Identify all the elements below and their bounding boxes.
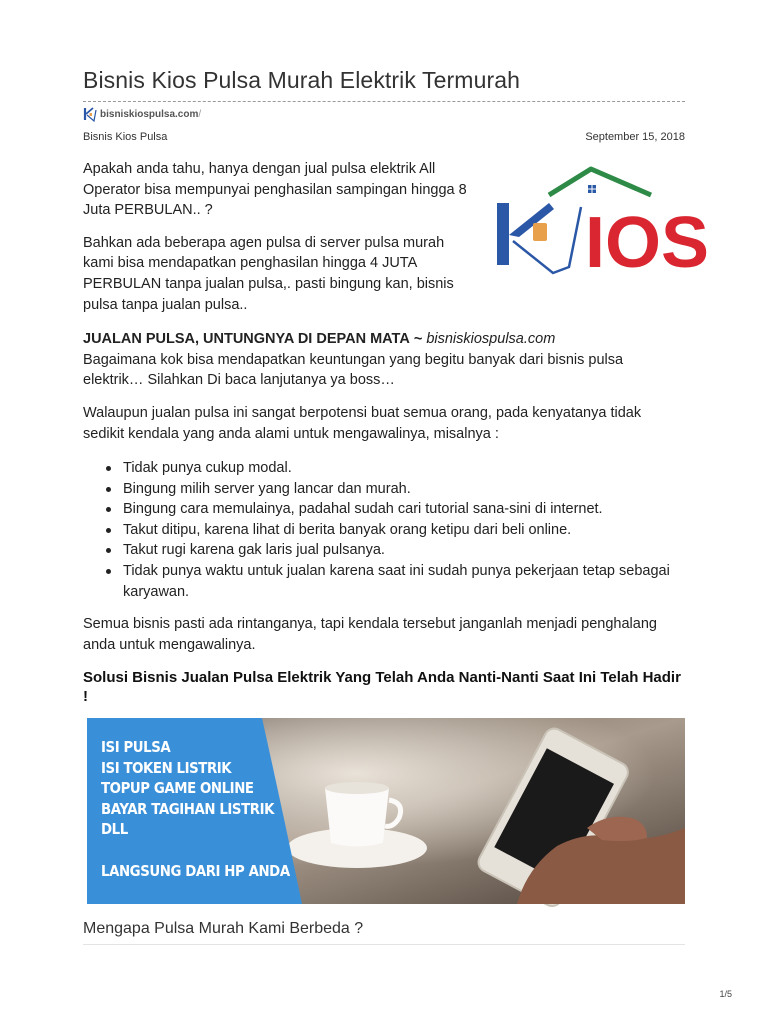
highlight-body: Bagaimana kok bisa mendapatkan keuntungan yang begitu banyak dari bisnis pulsa elektrik… Silahkan Di baca lanjutanya ya boss… [83, 351, 624, 389]
list-item: Bingung cara memulainya, padahal sudah cari tutorial sana-sini di internet. [83, 499, 685, 520]
highlight-site[interactable]: bisniskiospulsa.com [426, 331, 556, 347]
list-item: Tidak punya cukup modal. [83, 458, 685, 479]
list-item: Takut rugi karena gak laris jual pulsanya. [83, 540, 685, 561]
banner-services: ISI PULSA ISI TOKEN LISTRIK TOPUP GAME ONLINE BAYAR TAGIHAN LISTRIK DLL [101, 738, 275, 838]
solution-subheading: Solusi Bisnis Jualan Pulsa Elektrik Yang Telah Anda Nanti-Nanti Saat Ini Telah Hadir ! [83, 669, 681, 705]
post-category[interactable]: Bisnis Kios Pulsa [83, 131, 168, 143]
banner-tagline: LANGSUNG DARI HP ANDA [101, 862, 290, 880]
section-divider [83, 944, 685, 945]
title-divider [83, 101, 685, 102]
kios-favicon-icon [83, 106, 97, 122]
logo-letters: IOS [585, 203, 710, 283]
list-item: Tidak punya waktu untuk jualan karena saat ini sudah punya pekerjaan tetap sebagai karyawan. [83, 561, 685, 602]
obstacles-list [83, 458, 685, 602]
post-date: September 15, 2018 [585, 131, 685, 143]
intro-text [83, 159, 473, 327]
sim-chip-icon [533, 223, 547, 241]
source-link[interactable] [83, 106, 201, 122]
page-title: Bisnis Kios Pulsa Murah Elektrik Termurah [83, 67, 521, 93]
source-url[interactable]: bisniskiospulsa.com/ [100, 108, 202, 120]
intro-paragraph-1: Apakah anda tahu, hanya dengan jual pulsa elektrik All Operator bisa mempunyai penghasilan sampingan hingga 8 Juta PERBULAN.. ? [83, 161, 467, 219]
closing-paragraph: Semua bisnis pasti ada rintanganya, tapi kendala tersebut janganlah menjadi penghalang anda untuk mengawalinya. [83, 616, 657, 653]
list-item: Takut ditipu, karena lihat di berita banyak orang ketipu dari beli online. [83, 520, 685, 541]
kios-logo [491, 163, 710, 291]
page-indicator: 1/5 [719, 989, 732, 999]
list-item: Bingung milih server yang lancar dan murah. [83, 479, 685, 500]
highlight-block: JUALAN PULSA, UNTUNGNYA DI DEPAN MATA ~ bisniskiospulsa.com Bagaimana kok bisa mendapatkan keuntungan yang begitu banyak dari bisnis pulsa elektrik… Silahkan Di baca lanjutanya ya boss… [83, 329, 685, 391]
intro-paragraph-2: Bahkan ada beberapa agen pulsa di server pulsa murah kami bisa mendapatkan penghasilan hingga 4 JUTA PERBULAN tanpa jualan pulsa,. pasti bingung kan, bisnis pulsa tanpa jualan pulsa.. [83, 234, 454, 313]
section-heading: Mengapa Pulsa Murah Kami Berbeda ? [83, 920, 364, 937]
obstacles-intro: Walaupun jualan pulsa ini sangat berpotensi buat semua orang, pada kenyatanya tidak sedikit kendala yang anda alami untuk mengawalinya, misalnya : [83, 405, 642, 442]
highlight-heading: JUALAN PULSA, UNTUNGNYA DI DEPAN MATA [83, 331, 410, 347]
promo-banner [87, 718, 685, 904]
coffee-cup-icon [325, 788, 389, 847]
